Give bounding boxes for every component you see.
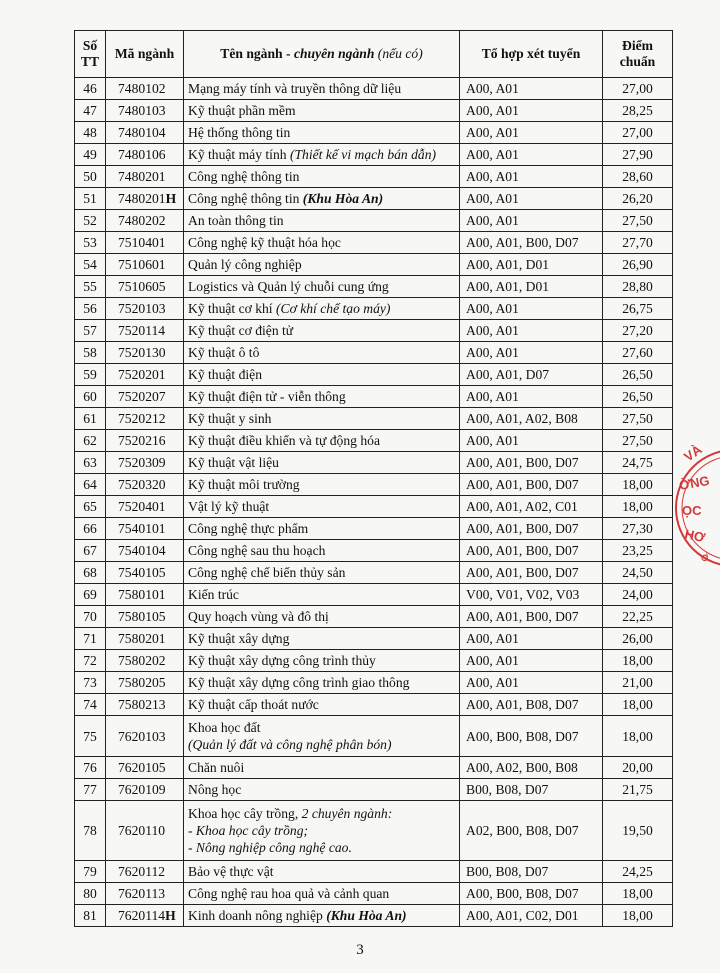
subject-combination: A00, A01, B00, D07 [460,452,603,474]
subject-combination: A00, A01, D07 [460,364,603,386]
major-name: Công nghệ chế biến thủy sản [184,562,460,584]
table-row [75,606,673,628]
major-name: Hệ thống thông tin [184,122,460,144]
table-row [75,672,673,694]
major-name: Kỹ thuật điều khiển và tự động hóa [184,430,460,452]
benchmark-score: 28,80 [603,276,673,298]
header-no: Số TT [75,31,106,78]
subject-combination: A00, A01, B08, D07 [460,694,603,716]
table-row [75,905,673,927]
subject-combination: A00, A01 [460,342,603,364]
table-row [75,188,673,210]
subject-combination: A00, A02, B00, B08 [460,757,603,779]
subject-combination: A00, A01, B00, D07 [460,518,603,540]
benchmark-score: 26,50 [603,386,673,408]
header-score: Điểm chuẩn [603,31,673,78]
major-name: Kỹ thuật y sinh [184,408,460,430]
major-code: 7480102 [106,78,184,100]
table-row [75,364,673,386]
red-seal-stamp [672,438,720,578]
benchmark-score: 27,00 [603,78,673,100]
seal-text: ỜNG [677,472,711,493]
table-row [75,276,673,298]
benchmark-score: 26,00 [603,628,673,650]
row-number: 50 [75,166,106,188]
page-number: 3 [356,942,364,958]
major-name: Kỹ thuật cấp thoát nước [184,694,460,716]
major-code: 7480201H [106,188,184,210]
row-number: 55 [75,276,106,298]
benchmark-score: 27,50 [603,408,673,430]
table-row [75,408,673,430]
benchmark-score: 18,00 [603,716,673,757]
row-number: 46 [75,78,106,100]
benchmark-score: 18,00 [603,496,673,518]
major-code: 7620112 [106,861,184,883]
benchmark-score: 27,20 [603,320,673,342]
table-row [75,628,673,650]
major-code: 7520103 [106,298,184,320]
major-code: 7520201 [106,364,184,386]
table-header-row [75,31,673,78]
subject-combination: A00, A01, B00, D07 [460,474,603,496]
subject-combination: A00, A01, D01 [460,276,603,298]
table-row [75,883,673,905]
benchmark-score: 22,25 [603,606,673,628]
major-name: Bảo vệ thực vật [184,861,460,883]
major-name: Kỹ thuật xây dựng [184,628,460,650]
major-code: 7480202 [106,210,184,232]
major-name: Công nghệ rau hoa quả và cảnh quan [184,883,460,905]
major-code: 7580201 [106,628,184,650]
major-code: 7480201 [106,166,184,188]
row-number: 61 [75,408,106,430]
major-name: Chăn nuôi [184,757,460,779]
major-code: 7520207 [106,386,184,408]
major-name: Kinh doanh nông nghiệp (Khu Hòa An) [184,905,460,927]
benchmark-score: 21,75 [603,779,673,801]
major-name: Kỹ thuật điện tử - viễn thông [184,386,460,408]
row-number: 47 [75,100,106,122]
row-number: 68 [75,562,106,584]
admission-score-table [74,30,673,927]
major-code: 7520309 [106,452,184,474]
major-name: Kỹ thuật ô tô [184,342,460,364]
subject-combination: A00, A01 [460,430,603,452]
table-row [75,144,673,166]
subject-combination: A00, B00, B08, D07 [460,716,603,757]
major-code: 7510401 [106,232,184,254]
table-row [75,801,673,861]
major-code: 7620113 [106,883,184,905]
major-name: Nông học [184,779,460,801]
row-number: 73 [75,672,106,694]
header-name: Tên ngành - chuyên ngành (nếu có) [184,31,460,78]
major-code: 7510605 [106,276,184,298]
table-row [75,540,673,562]
subject-combination: A00, A01, B00, D07 [460,540,603,562]
major-code: 7520216 [106,430,184,452]
major-code: 7580101 [106,584,184,606]
table-row [75,386,673,408]
row-number: 77 [75,779,106,801]
major-name: Kỹ thuật xây dựng công trình thủy [184,650,460,672]
major-code: 7480104 [106,122,184,144]
major-code: 7540101 [106,518,184,540]
major-name: Khoa học đất (Quản lý đất và công nghệ phân bón) [184,716,460,757]
major-code: 7580213 [106,694,184,716]
major-name: Kỹ thuật xây dựng công trình giao thông [184,672,460,694]
row-number: 62 [75,430,106,452]
benchmark-score: 26,50 [603,364,673,386]
row-number: 53 [75,232,106,254]
row-number: 58 [75,342,106,364]
major-code: 7480106 [106,144,184,166]
row-number: 48 [75,122,106,144]
table-row [75,584,673,606]
subject-combination: A00, A01 [460,672,603,694]
row-number: 49 [75,144,106,166]
row-number: 72 [75,650,106,672]
subject-combination: A00, A01, A02, C01 [460,496,603,518]
major-name: Công nghệ sau thu hoạch [184,540,460,562]
subject-combination: A00, A01 [460,100,603,122]
table-row [75,78,673,100]
major-code: 7580205 [106,672,184,694]
table-row [75,122,673,144]
benchmark-score: 24,00 [603,584,673,606]
benchmark-score: 26,20 [603,188,673,210]
row-number: 52 [75,210,106,232]
major-code: 7620110 [106,801,184,861]
table-row [75,779,673,801]
benchmark-score: 27,30 [603,518,673,540]
subject-combination: A02, B00, B08, D07 [460,801,603,861]
major-code: 7520130 [106,342,184,364]
subject-combination: A00, A01, C02, D01 [460,905,603,927]
major-name: Kỹ thuật cơ khí (Cơ khí chế tạo máy) [184,298,460,320]
subject-combination: A00, A01 [460,166,603,188]
major-name: Công nghệ thực phẩm [184,518,460,540]
subject-combination: B00, B08, D07 [460,861,603,883]
major-name: Công nghệ thông tin [184,166,460,188]
table-row [75,861,673,883]
table-row [75,210,673,232]
subject-combination: A00, A01, D01 [460,254,603,276]
subject-combination: A00, A01 [460,628,603,650]
major-code: 7480103 [106,100,184,122]
row-number: 51 [75,188,106,210]
major-name: Kỹ thuật phần mềm [184,100,460,122]
major-name: Công nghệ kỹ thuật hóa học [184,232,460,254]
subject-combination: A00, A01 [460,188,603,210]
major-code: 7620105 [106,757,184,779]
seal-text: ỌC [682,503,702,518]
subject-combination: B00, B08, D07 [460,779,603,801]
benchmark-score: 27,50 [603,430,673,452]
row-number: 66 [75,518,106,540]
benchmark-score: 27,00 [603,122,673,144]
benchmark-score: 28,60 [603,166,673,188]
subject-combination: A00, A01 [460,122,603,144]
row-number: 69 [75,584,106,606]
seal-text: HƠ [683,526,707,546]
subject-combination: A00, A01 [460,210,603,232]
row-number: 75 [75,716,106,757]
benchmark-score: 23,25 [603,540,673,562]
row-number: 65 [75,496,106,518]
major-name: Kỹ thuật vật liệu [184,452,460,474]
seal-text: Ồ [698,551,711,565]
major-code: 7620109 [106,779,184,801]
major-code: 7620103 [106,716,184,757]
benchmark-score: 19,50 [603,801,673,861]
subject-combination: A00, A01 [460,386,603,408]
subject-combination: A00, A01, B00, D07 [460,562,603,584]
benchmark-score: 27,90 [603,144,673,166]
major-code: 7510601 [106,254,184,276]
benchmark-score: 18,00 [603,883,673,905]
major-name: Kỹ thuật môi trường [184,474,460,496]
row-number: 57 [75,320,106,342]
subject-combination: A00, A01, B00, D07 [460,606,603,628]
major-name: Kỹ thuật điện [184,364,460,386]
benchmark-score: 27,50 [603,210,673,232]
row-number: 54 [75,254,106,276]
row-number: 78 [75,801,106,861]
major-code: 7620114H [106,905,184,927]
subject-combination: A00, A01 [460,298,603,320]
benchmark-score: 18,00 [603,905,673,927]
benchmark-score: 26,75 [603,298,673,320]
table-row [75,100,673,122]
subject-combination: A00, A01, B00, D07 [460,232,603,254]
benchmark-score: 28,25 [603,100,673,122]
major-code: 7520401 [106,496,184,518]
benchmark-score: 26,90 [603,254,673,276]
table-row [75,342,673,364]
table-row [75,496,673,518]
subject-combination: A00, A01 [460,144,603,166]
major-name: Logistics và Quản lý chuỗi cung ứng [184,276,460,298]
major-name: An toàn thông tin [184,210,460,232]
major-name: Công nghệ thông tin (Khu Hòa An) [184,188,460,210]
row-number: 70 [75,606,106,628]
table-row [75,562,673,584]
benchmark-score: 24,75 [603,452,673,474]
row-number: 59 [75,364,106,386]
table-row [75,254,673,276]
major-name: Vật lý kỹ thuật [184,496,460,518]
row-number: 64 [75,474,106,496]
row-number: 79 [75,861,106,883]
major-name: Khoa học cây trồng, 2 chuyên ngành: - Khoa học cây trồng; - Nông nghiệp công nghệ cao. [184,801,460,861]
table-row [75,650,673,672]
major-code: 7540104 [106,540,184,562]
major-code: 7520114 [106,320,184,342]
seal-text: VÀ [681,441,705,465]
subject-combination: V00, V01, V02, V03 [460,584,603,606]
row-number: 56 [75,298,106,320]
benchmark-score: 20,00 [603,757,673,779]
benchmark-score: 27,70 [603,232,673,254]
benchmark-score: 18,00 [603,650,673,672]
table-row [75,452,673,474]
major-name: Quản lý công nghiệp [184,254,460,276]
benchmark-score: 18,00 [603,694,673,716]
benchmark-score: 24,50 [603,562,673,584]
table-row [75,716,673,757]
major-name: Kỹ thuật cơ điện tử [184,320,460,342]
major-name: Mạng máy tính và truyền thông dữ liệu [184,78,460,100]
table-row [75,232,673,254]
row-number: 80 [75,883,106,905]
table-body [75,78,673,927]
table-row [75,320,673,342]
subject-combination: A00, B00, B08, D07 [460,883,603,905]
table-row [75,757,673,779]
row-number: 81 [75,905,106,927]
row-number: 76 [75,757,106,779]
table-row [75,430,673,452]
table-row [75,298,673,320]
benchmark-score: 18,00 [603,474,673,496]
major-name: Kỹ thuật máy tính (Thiết kế vi mạch bán dẫn) [184,144,460,166]
major-code: 7520212 [106,408,184,430]
row-number: 60 [75,386,106,408]
subject-combination: A00, A01 [460,320,603,342]
subject-combination: A00, A01 [460,650,603,672]
benchmark-score: 24,25 [603,861,673,883]
major-code: 7580105 [106,606,184,628]
row-number: 67 [75,540,106,562]
major-code: 7540105 [106,562,184,584]
benchmark-score: 27,60 [603,342,673,364]
table-row [75,518,673,540]
row-number: 71 [75,628,106,650]
row-number: 63 [75,452,106,474]
table-row [75,694,673,716]
benchmark-score: 21,00 [603,672,673,694]
table-row [75,474,673,496]
subject-combination: A00, A01 [460,78,603,100]
header-code: Mã ngành [106,31,184,78]
major-code: 7580202 [106,650,184,672]
major-name: Quy hoạch vùng và đô thị [184,606,460,628]
header-combo: Tổ hợp xét tuyển [460,31,603,78]
row-number: 74 [75,694,106,716]
table-row [75,166,673,188]
major-code: 7520320 [106,474,184,496]
major-name: Kiến trúc [184,584,460,606]
subject-combination: A00, A01, A02, B08 [460,408,603,430]
